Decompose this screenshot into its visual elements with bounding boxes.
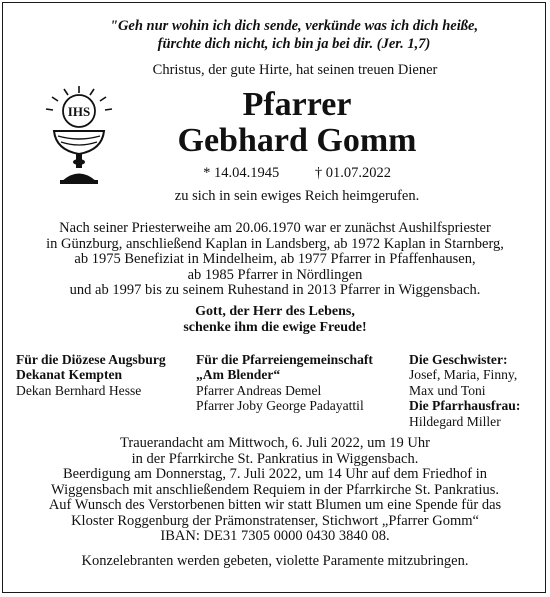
parish-priest-2: Pfarrer Joby George Padayattil — [196, 398, 364, 414]
death-date: † 01.07.2022 — [314, 165, 391, 181]
biography-line: in Günzburg, anschließend Kaplan in Landsberg, ab 1972 Kaplan in Starnberg, — [46, 235, 504, 252]
deanery-heading: Dekanat Kempten — [16, 367, 123, 383]
dean-name: Dekan Bernhard Hesse — [16, 382, 142, 398]
donation-line: IBAN: DE31 7305 0000 0430 3840 08. — [160, 528, 390, 544]
parish-heading: Für die Pfarreiengemeinschaft — [196, 352, 373, 367]
donation-line: Auf Wunsch des Verstorbenen bitten wir statt Blumen um eine Spende für das — [48, 497, 502, 513]
mourners-parish — [196, 352, 406, 414]
vigil-line: in der Pfarrkirche St. Pankratius in Wiggensbach. — [131, 450, 419, 467]
intro-text: Christus, der gute Hirte, hat seinen treuen Diener — [152, 62, 438, 78]
ihs-monogram: IHS — [67, 104, 91, 119]
motto-line-2: fürchte dich nicht, ich bin ja bei dir. (Jer. 1,7) — [157, 36, 431, 52]
siblings-heading: Die Geschwister: — [409, 352, 508, 367]
funeral-line: Beerdigung am Donnerstag, 7. Juli 2022, um 14 Uhr auf dem Friedhof in — [62, 466, 488, 482]
bible-motto — [0, 17, 550, 53]
blessing — [0, 304, 550, 336]
blessing-line: schenke ihm die ewige Freude! — [183, 320, 367, 335]
service-information — [0, 436, 550, 569]
birth-date: * 14.04.1945 — [203, 165, 280, 181]
concelebrants-note: Konzelebranten werden gebeten, violette Paramente mitzubringen. — [81, 552, 469, 569]
life-dates — [0, 165, 550, 182]
vigil-line: Trauerandacht am Mittwoch, 6. Juli 2022, um 19 Uhr — [120, 435, 430, 451]
diocese-heading: Für die Diözese Augsburg — [16, 352, 166, 367]
biography-line: ab 1975 Benefiziat in Mindelheim, ab 1977 Pfarrer in Pfaffenhausen, — [74, 251, 476, 268]
biography-line: Nach seiner Priesterweihe am 20.06.1970 war er zunächst Aushilfspriester — [59, 220, 491, 236]
deceased-name-block — [0, 87, 550, 159]
parish-name: „Am Blender“ — [196, 367, 281, 383]
donation-line: Kloster Roggenburg der Prämonstratenser, Stichwort „Pfarrer Gomm“ — [71, 512, 479, 529]
deceased-name: Gebhard Gomm — [177, 122, 417, 159]
housekeeper-name: Hildegard Miller — [409, 413, 501, 429]
mourners-diocese — [16, 352, 194, 398]
biography — [0, 221, 550, 299]
siblings-names: Josef, Maria, Finny, — [409, 367, 518, 383]
housekeeper-heading: Die Pfarrhausfrau: — [409, 398, 521, 414]
deceased-title: Pfarrer — [242, 86, 352, 123]
parish-priest-1: Pfarrer Andreas Demel — [196, 382, 322, 398]
mourners-family — [409, 352, 544, 429]
biography-line: ab 1985 Pfarrer in Nördlingen — [187, 266, 363, 283]
siblings-names: Max und Toni — [409, 382, 486, 398]
biography-line: und ab 1997 bis zu seinem Ruhestand in 2013 Pfarrer in Wiggensbach. — [69, 282, 481, 299]
funeral-line: Wiggensbach mit anschließendem Requiem in der Pfarrkirche St. Pankratius. — [51, 481, 499, 498]
motto-line-1: "Geh nur wohin ich dich sende, verkünde was ich dich heiße, — [109, 18, 479, 34]
blessing-line: Gott, der Herr des Lebens, — [195, 304, 355, 319]
closing-intro-text: zu sich in sein ewiges Reich heimgerufen. — [174, 188, 420, 204]
